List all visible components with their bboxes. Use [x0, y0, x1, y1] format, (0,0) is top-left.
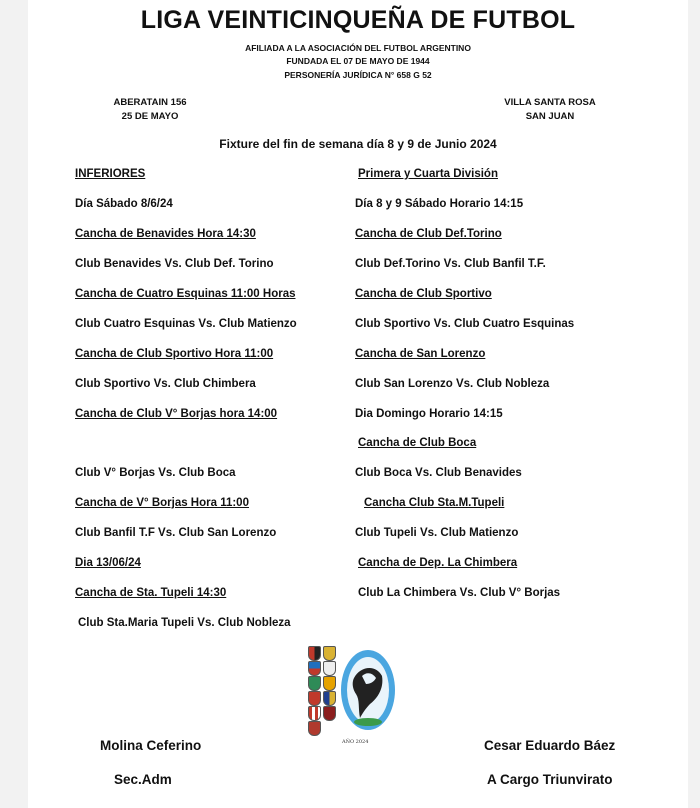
- fixture-title: Fixture del fin de semana día 8 y 9 de Junio 2024: [219, 137, 497, 151]
- right-venue: Cancha de Club Def.Torino: [355, 228, 502, 240]
- left-venue: Cancha de Club V° Borjas hora 14:00: [75, 408, 278, 420]
- club-shield-icon: [323, 676, 336, 691]
- club-shield-icon: [323, 691, 336, 706]
- right-venue: Cancha de Club Boca: [358, 437, 477, 449]
- right-match: Club San Lorenzo Vs. Club Nobleza: [355, 378, 550, 390]
- right-match: Club Tupeli Vs. Club Matienzo: [355, 527, 519, 539]
- address-left-line2: 25 DE MAYO: [121, 111, 179, 122]
- right-venue: Cancha de San Lorenzo: [355, 348, 486, 360]
- left-date: Día Sábado 8/6/24: [75, 198, 173, 210]
- left-match: Club Sta.Maria Tupeli Vs. Club Nobleza: [78, 617, 291, 629]
- left-venue: Cancha de Club Sportivo Hora 11:00: [75, 348, 274, 360]
- club-shield-icon: [308, 721, 321, 736]
- club-shield-icon: [308, 646, 321, 661]
- signature-left-role: Sec.Adm: [114, 772, 172, 787]
- club-shield-icon: [308, 691, 321, 706]
- league-emblem-icon: [340, 648, 396, 732]
- left-venue: Cancha de Cuatro Esquinas 11:00 Horas: [75, 288, 296, 300]
- right-match: Club La Chimbera Vs. Club V° Borjas: [358, 587, 561, 599]
- right-venue: Cancha de Dep. La Chimbera: [358, 557, 518, 569]
- legal-line: PERSONERÍA JURÍDICA N° 658 G 52: [284, 70, 432, 80]
- right-match: Club Boca Vs. Club Benavides: [355, 467, 522, 479]
- club-shields: [306, 644, 338, 744]
- left-venue: Cancha de Benavides Hora 14:30: [75, 228, 256, 240]
- left-match: Club Sportivo Vs. Club Chimbera: [75, 378, 256, 390]
- left-venue: Cancha de V° Borjas Hora 11:00: [75, 497, 249, 509]
- club-shield-icon: [323, 661, 336, 676]
- right-match: Club Def.Torino Vs. Club Banfil T.F.: [355, 258, 546, 270]
- emblem-year: AÑO 2024: [342, 739, 369, 745]
- club-shield-icon: [308, 661, 321, 676]
- address-left-line1: ABERATAIN 156: [113, 97, 187, 108]
- left-match: Club Benavides Vs. Club Def. Torino: [75, 258, 274, 270]
- document-page: [28, 0, 688, 808]
- left-venue: Cancha de Sta. Tupeli 14:30: [75, 587, 227, 599]
- club-shield-icon: [308, 676, 321, 691]
- signature-right-role: A Cargo Triunvirato: [487, 772, 613, 787]
- left-section-heading: INFERIORES: [75, 168, 146, 180]
- left-match: Club V° Borjas Vs. Club Boca: [75, 467, 236, 479]
- left-match: Club Banfil T.F Vs. Club San Lorenzo: [75, 527, 277, 539]
- affiliation-line: AFILIADA A LA ASOCIACIÓN DEL FUTBOL ARGENTINO: [245, 43, 471, 53]
- left-match: Club Cuatro Esquinas Vs. Club Matienzo: [75, 318, 297, 330]
- right-match: Club Sportivo Vs. Club Cuatro Esquinas: [355, 318, 575, 330]
- league-title: LIGA VEINTICINQUEÑA DE FUTBOL: [140, 6, 576, 34]
- right-venue: Cancha de Club Sportivo: [355, 288, 492, 300]
- signature-right-name: Cesar Eduardo Báez: [484, 738, 616, 753]
- club-shield-icon: [323, 646, 336, 661]
- left-date: Dia 13/06/24: [75, 557, 141, 569]
- address-right-line2: SAN JUAN: [525, 111, 575, 122]
- club-shield-icon: [323, 706, 336, 721]
- signature-left-name: Molina Ceferino: [100, 738, 202, 753]
- right-date: Dia Domingo Horario 14:15: [355, 408, 503, 420]
- right-venue: Cancha Club Sta.M.Tupeli: [364, 497, 505, 509]
- founded-line: FUNDADA EL 07 DE MAYO DE 1944: [286, 56, 430, 66]
- right-date: Día 8 y 9 Sábado Horario 14:15: [355, 198, 524, 210]
- address-right-line1: VILLA SANTA ROSA: [504, 97, 596, 108]
- right-section-heading: Primera y Cuarta División: [358, 168, 498, 180]
- club-shield-icon: [308, 706, 321, 721]
